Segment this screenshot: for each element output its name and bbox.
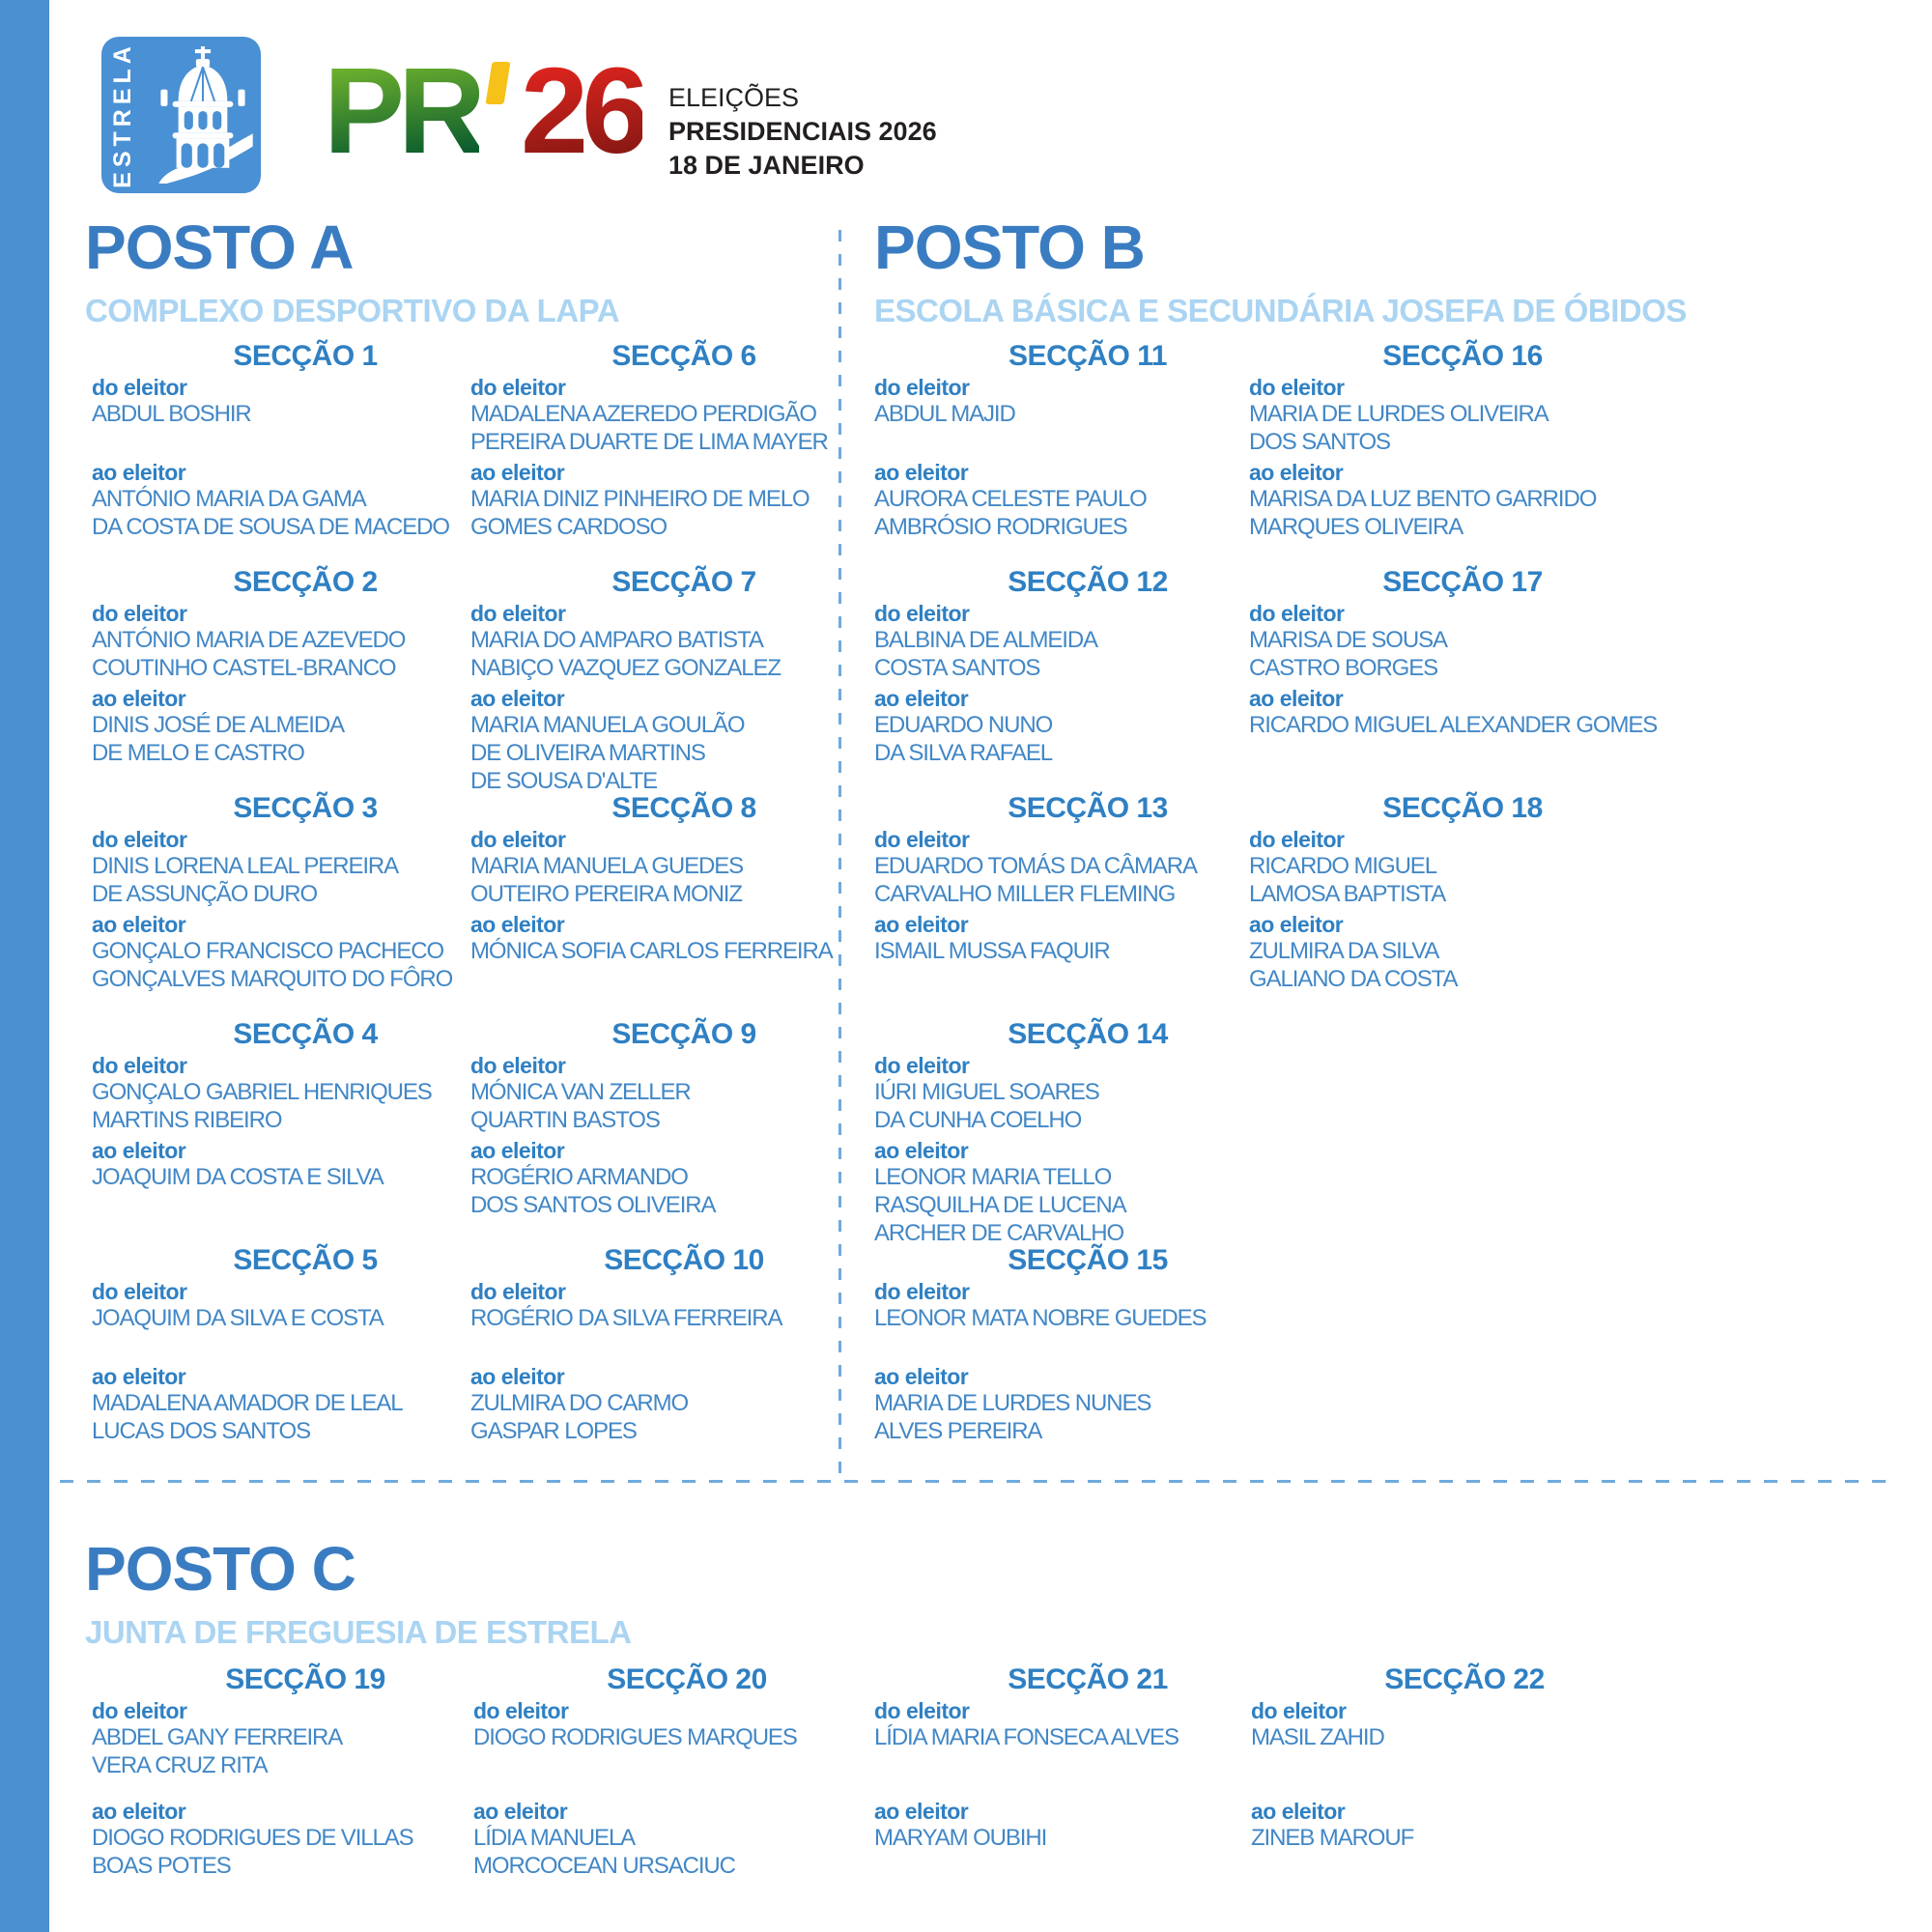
to-voter-name-line: ANTÓNIO MARIA DA GAMA <box>92 486 366 512</box>
section-block-20 <box>473 1663 842 1932</box>
posto-b-column-2 <box>1249 340 1658 1018</box>
to-voter-name-line: ZULMIRA DA SILVA <box>1249 938 1439 964</box>
to-voter-name-line: LÍDIA MANUELA <box>473 1825 636 1851</box>
basilica-dome-icon <box>155 46 253 184</box>
event-caption <box>668 81 937 183</box>
from-voter-label: do eleitor <box>1249 827 1345 852</box>
to-voter-name-line: DA SILVA RAFAEL <box>874 740 1053 766</box>
to-voter-name-line: ARCHER DE CARVALHO <box>874 1220 1124 1246</box>
event-line-2: PRESIDENCIAIS 2026 <box>668 117 937 146</box>
section-heading: SECÇÃO 5 <box>233 1244 378 1276</box>
from-voter-group <box>874 1053 1243 1134</box>
posto-c-column-3 <box>874 1663 1243 1932</box>
from-voter-group <box>1249 375 1618 456</box>
from-voter-group <box>1249 601 1618 682</box>
from-voter-label: do eleitor <box>473 1698 569 1723</box>
section-heading: SECÇÃO 7 <box>611 566 756 598</box>
from-voter-label: do eleitor <box>92 827 187 852</box>
from-voter-label: do eleitor <box>92 375 187 400</box>
section-heading: SECÇÃO 19 <box>225 1663 385 1695</box>
posto-b-header <box>874 213 1687 329</box>
to-voter-label: ao eleitor <box>470 686 565 711</box>
section-heading: SECÇÃO 2 <box>233 566 378 598</box>
to-voter-group <box>92 1364 402 1445</box>
from-voter-name-line: MASIL ZAHID <box>1251 1724 1384 1750</box>
to-voter-name-line: DOS SANTOS OLIVEIRA <box>470 1192 716 1218</box>
to-voter-name-line: MORCOCEAN URSACIUC <box>473 1853 735 1879</box>
section-block-11 <box>874 340 1243 566</box>
section-heading: SECÇÃO 4 <box>233 1018 378 1050</box>
section-block-8 <box>470 792 839 1018</box>
to-voter-name-line: MARIA DINIZ PINHEIRO DE MELO <box>470 486 810 512</box>
section-block-7 <box>470 566 839 792</box>
to-voter-name-line: DIOGO RODRIGUES DE VILLAS <box>92 1825 413 1851</box>
posto-a-venue: COMPLEXO DESPORTIVO DA LAPA <box>85 293 620 328</box>
from-voter-name-line: PEREIRA DUARTE DE LIMA MAYER <box>470 429 828 455</box>
from-voter-group <box>473 1698 842 1751</box>
to-voter-label: ao eleitor <box>874 1799 969 1824</box>
posto-a-title: POSTO A <box>85 213 354 282</box>
to-voter-name-line: MADALENA AMADOR DE LEAL <box>92 1390 403 1416</box>
to-voter-group <box>1249 912 1457 993</box>
to-voter-label: ao eleitor <box>470 1138 565 1163</box>
section-block-15 <box>874 1244 1243 1470</box>
to-voter-name-line: DE OLIVEIRA MARTINS <box>470 740 705 766</box>
to-voter-label: ao eleitor <box>92 1799 186 1824</box>
to-voter-name-line: DA COSTA DE SOUSA DE MACEDO <box>92 514 449 540</box>
to-voter-group <box>874 1138 1126 1247</box>
from-voter-group <box>874 827 1243 908</box>
to-voter-name-line: GONÇALVES MARQUITO DO FÔRO <box>92 966 453 992</box>
posto-b-column-1 <box>874 340 1243 1470</box>
from-voter-name-line: MARISA DE SOUSA <box>1249 627 1447 653</box>
section-block-9 <box>470 1018 839 1244</box>
section-block-13 <box>874 792 1243 1018</box>
event-line-3: 18 DE JANEIRO <box>668 151 865 180</box>
from-voter-group <box>470 1279 839 1332</box>
section-block-22 <box>1251 1663 1620 1932</box>
section-heading: SECÇÃO 6 <box>611 340 756 372</box>
from-voter-name-line: COSTA SANTOS <box>874 655 1040 681</box>
from-voter-label: do eleitor <box>874 1698 970 1723</box>
to-voter-name-line: GASPAR LOPES <box>470 1418 637 1444</box>
section-heading: SECÇÃO 22 <box>1384 1663 1545 1695</box>
from-voter-label: do eleitor <box>470 827 566 852</box>
estrela-parish-logo <box>101 37 261 193</box>
to-voter-name-line: MARYAM OUBIHI <box>874 1825 1047 1851</box>
posto-a-column-1 <box>92 340 461 1470</box>
to-voter-group <box>874 1364 1151 1445</box>
from-voter-label: do eleitor <box>92 1698 187 1723</box>
from-voter-group <box>92 601 461 682</box>
to-voter-group <box>874 1799 1046 1852</box>
to-voter-label: ao eleitor <box>874 1138 969 1163</box>
from-voter-group <box>874 1698 1243 1751</box>
from-voter-name-line: LEONOR MATA NOBRE GUEDES <box>874 1305 1207 1331</box>
from-voter-name-line: ROGÉRIO DA SILVA FERREIRA <box>470 1305 782 1331</box>
from-voter-name-line: DINIS LORENA LEAL PEREIRA <box>92 853 399 879</box>
from-voter-label: do eleitor <box>92 601 187 626</box>
from-voter-name-line: LAMOSA BAPTISTA <box>1249 881 1446 907</box>
to-voter-name-line: GONÇALO FRANCISCO PACHECO <box>92 938 444 964</box>
posto-c-header <box>85 1534 632 1651</box>
to-voter-name-line: ALVES PEREIRA <box>874 1418 1042 1444</box>
from-voter-name-line: DIOGO RODRIGUES MARQUES <box>473 1724 797 1750</box>
to-voter-name-line: ZULMIRA DO CARMO <box>470 1390 689 1416</box>
section-block-21 <box>874 1663 1243 1932</box>
from-voter-name-line: EDUARDO TOMÁS DA CÂMARA <box>874 853 1197 879</box>
section-heading: SECÇÃO 1 <box>233 340 378 372</box>
from-voter-label: do eleitor <box>874 601 970 626</box>
to-voter-label: ao eleitor <box>473 1799 568 1824</box>
to-voter-group <box>470 1364 688 1445</box>
from-voter-name-line: MARIA MANUELA GUEDES <box>470 853 744 879</box>
to-voter-group <box>92 1138 384 1191</box>
to-voter-label: ao eleitor <box>874 686 969 711</box>
posto-a-header <box>85 213 620 329</box>
to-voter-name-line: DE SOUSA D'ALTE <box>470 768 658 794</box>
to-voter-group <box>92 460 449 541</box>
to-voter-group <box>92 912 452 993</box>
to-voter-label: ao eleitor <box>874 460 969 485</box>
section-heading: SECÇÃO 15 <box>1008 1244 1168 1276</box>
from-voter-label: do eleitor <box>874 1279 970 1304</box>
from-voter-name-line: QUARTIN BASTOS <box>470 1107 660 1133</box>
to-voter-group <box>1251 1799 1413 1852</box>
brand-apostrophe <box>479 43 521 179</box>
from-voter-group <box>874 375 1243 428</box>
to-voter-group <box>470 686 744 795</box>
section-heading: SECÇÃO 14 <box>1008 1018 1168 1050</box>
from-voter-group <box>470 601 839 682</box>
from-voter-name-line: NABIÇO VAZQUEZ GONZALEZ <box>470 655 781 681</box>
to-voter-label: ao eleitor <box>1251 1799 1346 1824</box>
to-voter-label: ao eleitor <box>1249 912 1344 937</box>
from-voter-name-line: DA CUNHA COELHO <box>874 1107 1082 1133</box>
to-voter-name-line: MARISA DA LUZ BENTO GARRIDO <box>1249 486 1597 512</box>
section-block-4 <box>92 1018 461 1244</box>
to-voter-name-line: BOAS POTES <box>92 1853 231 1879</box>
section-heading: SECÇÃO 11 <box>1009 340 1167 372</box>
to-voter-name-line: ZINEB MAROUF <box>1251 1825 1414 1851</box>
to-voter-label: ao eleitor <box>470 912 565 937</box>
posto-a-column-2 <box>470 340 839 1470</box>
from-voter-name-line: MARIA DE LURDES OLIVEIRA <box>1249 401 1548 427</box>
section-heading: SECÇÃO 3 <box>233 792 378 824</box>
to-voter-group <box>1249 460 1596 541</box>
to-voter-name-line: ISMAIL MUSSA FAQUIR <box>874 938 1110 964</box>
to-voter-label: ao eleitor <box>92 460 186 485</box>
to-voter-name-line: MARQUES OLIVEIRA <box>1249 514 1463 540</box>
to-voter-group <box>1249 686 1657 739</box>
to-voter-group <box>470 1138 715 1219</box>
to-voter-name-line: ROGÉRIO ARMANDO <box>470 1164 688 1190</box>
from-voter-name-line: LÍDIA MARIA FONSECA ALVES <box>874 1724 1179 1750</box>
from-voter-group <box>92 827 461 908</box>
section-block-18 <box>1249 792 1618 1018</box>
posto-c-column-4 <box>1251 1663 1620 1932</box>
from-voter-name-line: ANTÓNIO MARIA DE AZEVEDO <box>92 627 406 653</box>
horizontal-dashed-divider <box>60 1480 1888 1483</box>
section-block-14 <box>874 1018 1243 1244</box>
section-heading: SECÇÃO 21 <box>1008 1663 1168 1695</box>
from-voter-label: do eleitor <box>92 1279 187 1304</box>
section-heading: SECÇÃO 10 <box>604 1244 764 1276</box>
section-block-5 <box>92 1244 461 1470</box>
section-block-3 <box>92 792 461 1018</box>
from-voter-label: do eleitor <box>470 601 566 626</box>
to-voter-label: ao eleitor <box>874 1364 969 1389</box>
from-voter-name-line: DE ASSUNÇÃO DURO <box>92 881 318 907</box>
to-voter-label: ao eleitor <box>1249 460 1344 485</box>
section-heading: SECÇÃO 9 <box>611 1018 756 1050</box>
from-voter-name-line: COUTINHO CASTEL-BRANCO <box>92 655 396 681</box>
posto-b-venue: ESCOLA BÁSICA E SECUNDÁRIA JOSEFA DE ÓBIDOS <box>874 293 1687 328</box>
section-block-1 <box>92 340 461 566</box>
from-voter-label: do eleitor <box>1251 1698 1347 1723</box>
to-voter-name-line: RASQUILHA DE LUCENA <box>874 1192 1126 1218</box>
brand-pr: PR <box>324 43 480 179</box>
to-voter-name-line: LUCAS DOS SANTOS <box>92 1418 311 1444</box>
to-voter-label: ao eleitor <box>1249 686 1344 711</box>
from-voter-group <box>874 1279 1243 1332</box>
to-voter-group <box>874 686 1052 767</box>
to-voter-label: ao eleitor <box>470 1364 565 1389</box>
to-voter-group <box>874 460 1147 541</box>
to-voter-label: ao eleitor <box>874 912 969 937</box>
from-voter-group <box>92 1053 461 1134</box>
from-voter-group <box>92 1698 461 1779</box>
posto-c-column-2 <box>473 1663 842 1932</box>
from-voter-group <box>470 827 839 908</box>
to-voter-name-line: MÓNICA SOFIA CARLOS FERREIRA <box>470 938 833 964</box>
to-voter-group <box>92 1799 413 1880</box>
to-voter-group <box>92 686 344 767</box>
to-voter-name-line: GOMES CARDOSO <box>470 514 668 540</box>
section-heading: SECÇÃO 16 <box>1382 340 1543 372</box>
from-voter-name-line: MARTINS RIBEIRO <box>92 1107 282 1133</box>
section-heading: SECÇÃO 8 <box>611 792 756 824</box>
section-block-12 <box>874 566 1243 792</box>
from-voter-label: do eleitor <box>92 1053 187 1078</box>
from-voter-name-line: JOAQUIM DA SILVA E COSTA <box>92 1305 384 1331</box>
to-voter-name-line: AURORA CELESTE PAULO <box>874 486 1147 512</box>
from-voter-group <box>1249 827 1618 908</box>
from-voter-label: do eleitor <box>874 375 970 400</box>
posto-b-title: POSTO B <box>874 213 1145 282</box>
pr26-logo <box>324 43 643 179</box>
from-voter-label: do eleitor <box>874 827 970 852</box>
to-voter-name-line: LEONOR MARIA TELLO <box>874 1164 1112 1190</box>
from-voter-name-line: MADALENA AZEREDO PERDIGÃO <box>470 401 816 427</box>
to-voter-name-line: EDUARDO NUNO <box>874 712 1053 738</box>
to-voter-group <box>470 460 810 541</box>
from-voter-group <box>1251 1698 1620 1751</box>
to-voter-name-line: JOAQUIM DA COSTA E SILVA <box>92 1164 384 1190</box>
from-voter-name-line: CASTRO BORGES <box>1249 655 1438 681</box>
section-block-2 <box>92 566 461 792</box>
brand-year: 26 <box>521 43 643 179</box>
to-voter-label: ao eleitor <box>92 1364 186 1389</box>
posto-c-venue: JUNTA DE FREGUESIA DE ESTRELA <box>85 1614 632 1650</box>
section-block-10 <box>470 1244 839 1470</box>
from-voter-name-line: ABDUL MAJID <box>874 401 1015 427</box>
section-heading: SECÇÃO 17 <box>1382 566 1543 598</box>
section-heading: SECÇÃO 12 <box>1008 566 1168 598</box>
from-voter-name-line: VERA CRUZ RITA <box>92 1752 268 1778</box>
from-voter-name-line: CARVALHO MILLER FLEMING <box>874 881 1176 907</box>
section-heading: SECÇÃO 20 <box>607 1663 767 1695</box>
to-voter-group <box>874 912 1110 965</box>
posto-c-title: POSTO C <box>85 1534 355 1604</box>
from-voter-label: do eleitor <box>470 1279 566 1304</box>
from-voter-group <box>874 601 1243 682</box>
from-voter-label: do eleitor <box>1249 375 1345 400</box>
to-voter-name-line: RICARDO MIGUEL ALEXANDER GOMES <box>1249 712 1658 738</box>
from-voter-name-line: DOS SANTOS <box>1249 429 1390 455</box>
to-voter-label: ao eleitor <box>470 460 565 485</box>
to-voter-name-line: AMBRÓSIO RODRIGUES <box>874 514 1127 540</box>
to-voter-name-line: MARIA DE LURDES NUNES <box>874 1390 1151 1416</box>
from-voter-label: do eleitor <box>1249 601 1345 626</box>
from-voter-group <box>470 1053 839 1134</box>
section-block-17 <box>1249 566 1658 792</box>
from-voter-name-line: IÚRI MIGUEL SOARES <box>874 1079 1099 1105</box>
to-voter-group <box>473 1799 735 1880</box>
from-voter-group <box>92 375 461 428</box>
from-voter-name-line: ABDEL GANY FERREIRA <box>92 1724 343 1750</box>
estrela-wordmark: ESTRELA <box>109 42 136 188</box>
from-voter-label: do eleitor <box>470 375 566 400</box>
section-block-6 <box>470 340 839 566</box>
to-voter-label: ao eleitor <box>92 912 186 937</box>
from-voter-name-line: ABDUL BOSHIR <box>92 401 251 427</box>
to-voter-name-line: GALIANO DA COSTA <box>1249 966 1458 992</box>
from-voter-name-line: RICARDO MIGUEL <box>1249 853 1436 879</box>
section-heading: SECÇÃO 13 <box>1008 792 1168 824</box>
to-voter-label: ao eleitor <box>92 686 186 711</box>
from-voter-name-line: BALBINA DE ALMEIDA <box>874 627 1097 653</box>
from-voter-label: do eleitor <box>874 1053 970 1078</box>
from-voter-name-line: MÓNICA VAN ZELLER <box>470 1079 691 1105</box>
section-heading: SECÇÃO 18 <box>1382 792 1543 824</box>
event-line-1: ELEIÇÕES <box>668 83 800 112</box>
to-voter-group <box>470 912 833 965</box>
to-voter-label: ao eleitor <box>92 1138 186 1163</box>
to-voter-name-line: DINIS JOSÉ DE ALMEIDA <box>92 712 344 738</box>
from-voter-group <box>470 375 839 456</box>
to-voter-name-line: MARIA MANUELA GOULÃO <box>470 712 745 738</box>
from-voter-label: do eleitor <box>470 1053 566 1078</box>
section-block-19 <box>92 1663 461 1932</box>
from-voter-name-line: MARIA DO AMPARO BATISTA <box>470 627 763 653</box>
left-accent-bar <box>0 0 49 1932</box>
to-voter-name-line: DE MELO E CASTRO <box>92 740 304 766</box>
from-voter-name-line: GONÇALO GABRIEL HENRIQUES <box>92 1079 432 1105</box>
posto-c-column-1 <box>92 1663 461 1932</box>
section-block-16 <box>1249 340 1618 566</box>
from-voter-name-line: OUTEIRO PEREIRA MONIZ <box>470 881 742 907</box>
from-voter-group <box>92 1279 461 1332</box>
